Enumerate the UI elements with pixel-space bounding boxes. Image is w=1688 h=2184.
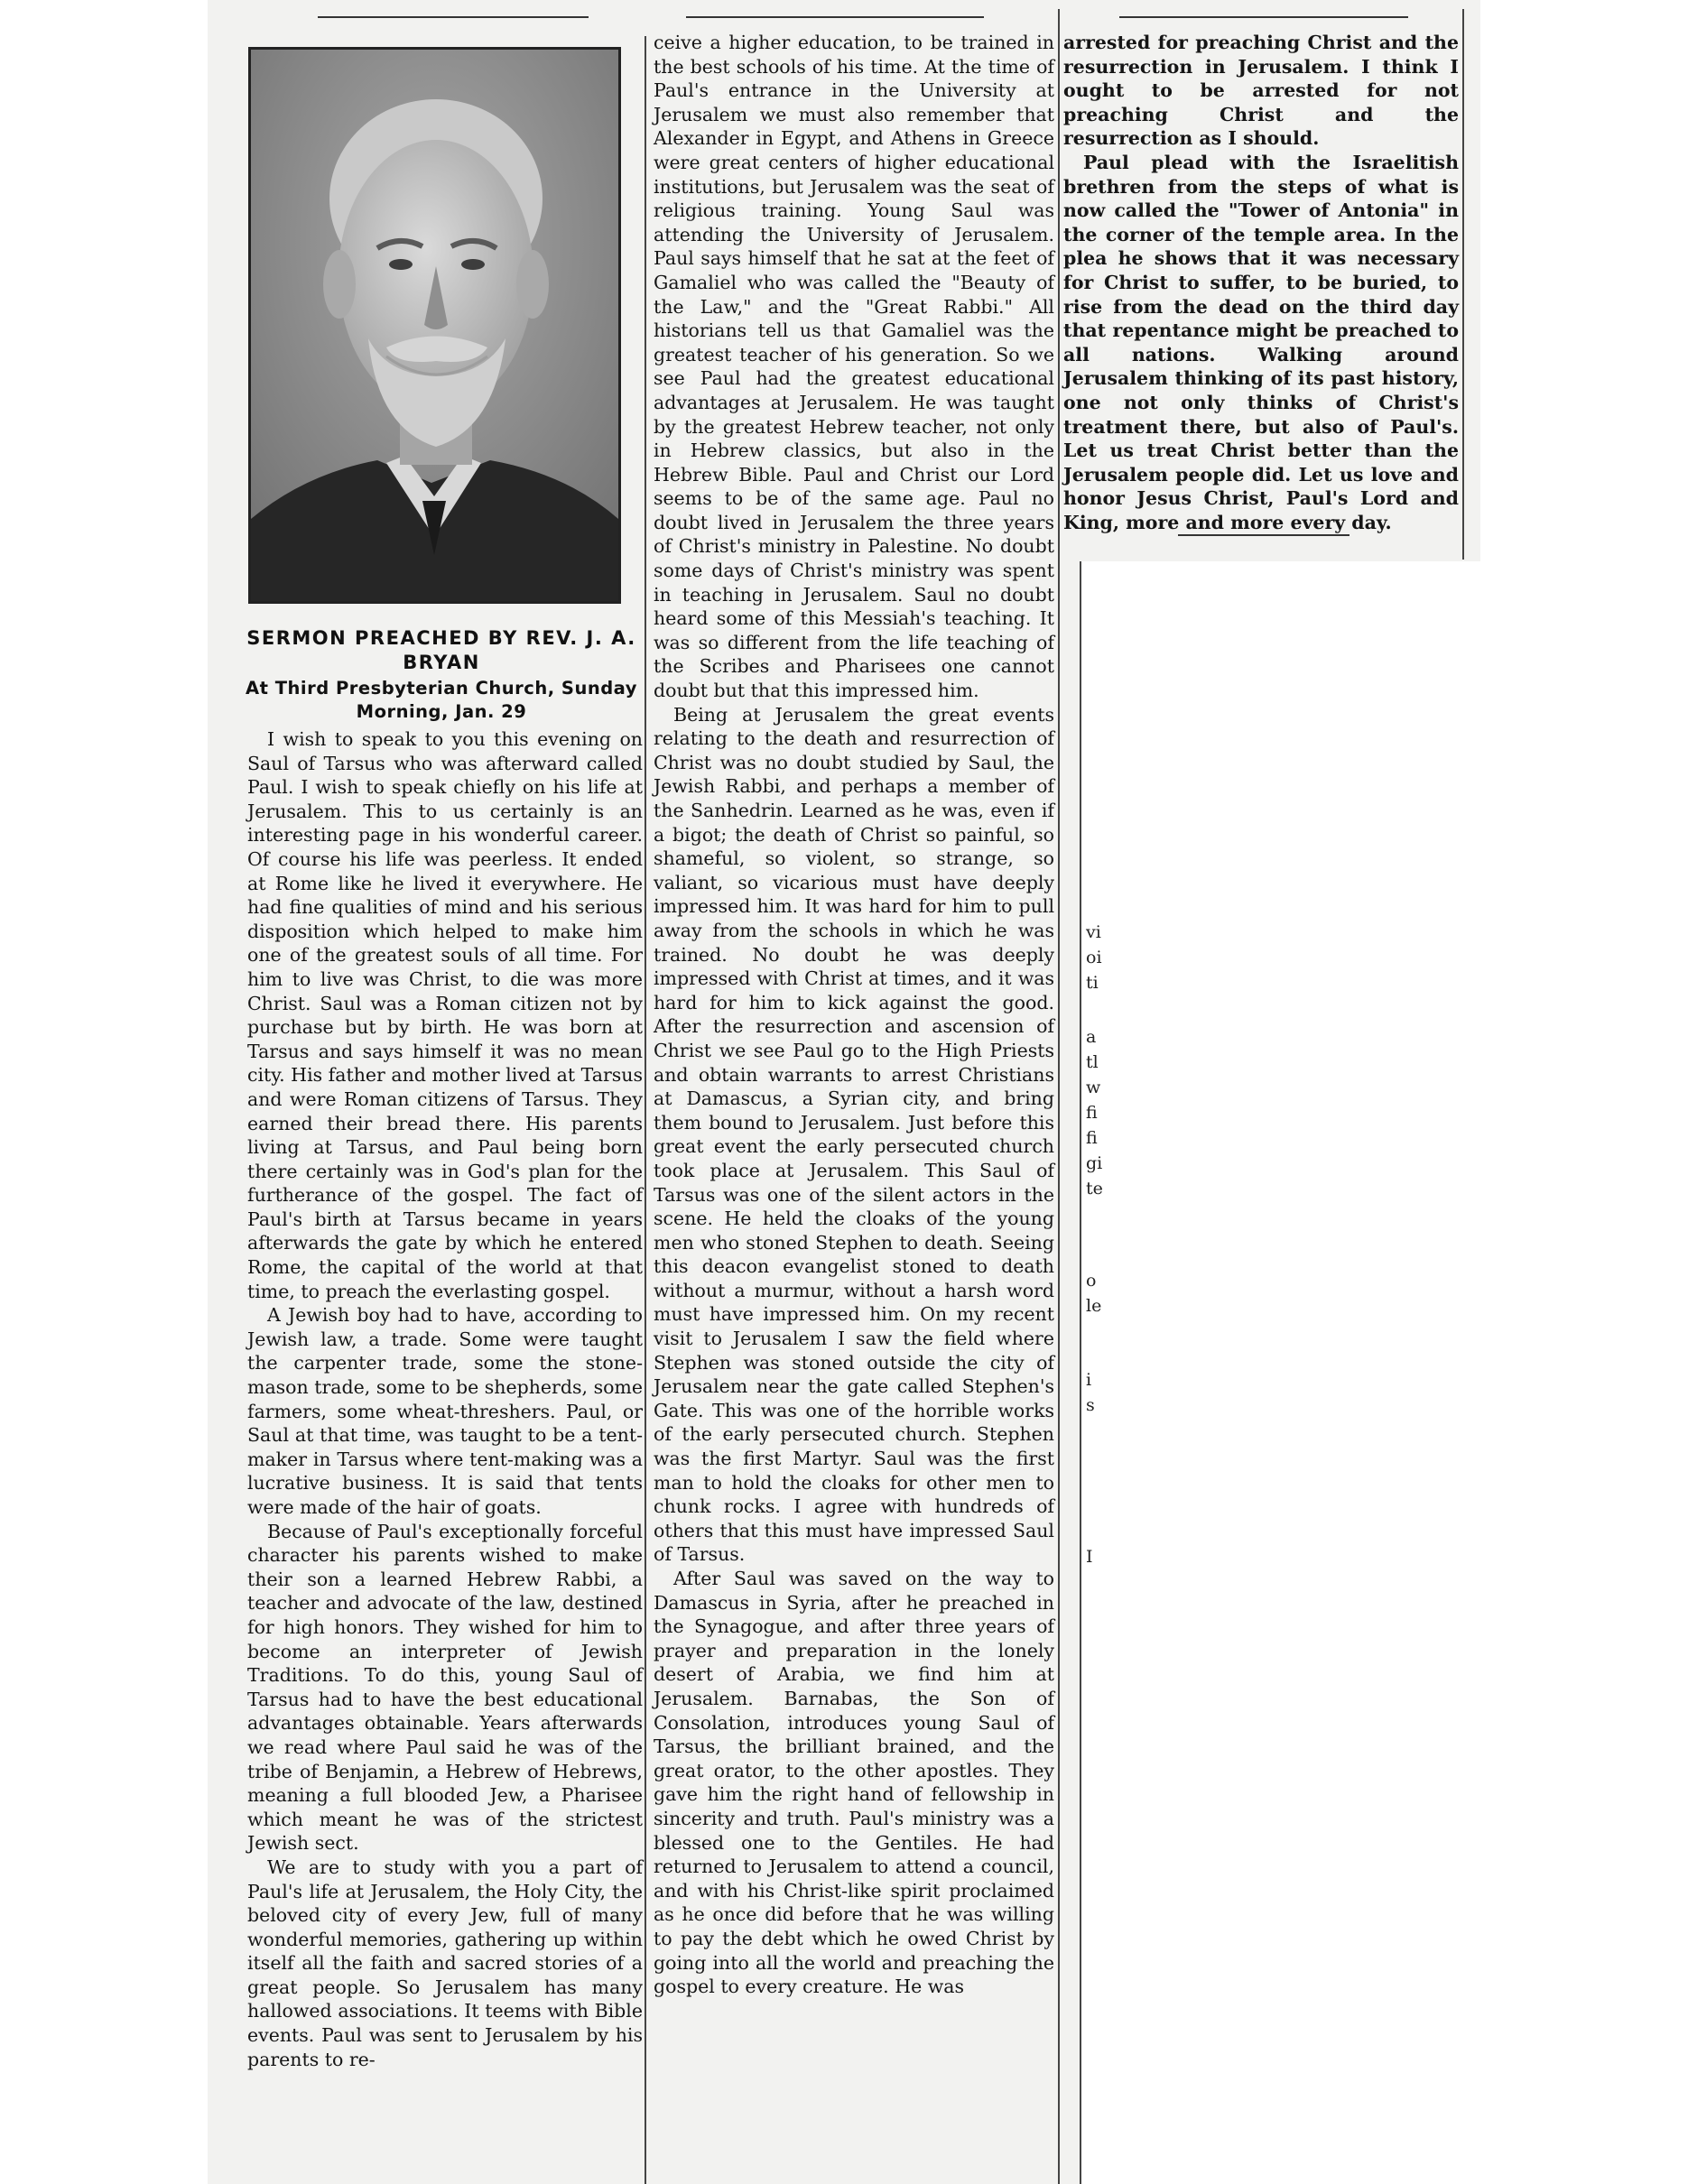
article-end-rule [1178, 534, 1349, 536]
col1-paragraph-2: A Jewish boy had to have, according to Jewish law, a trade. Some were taught the carpenter trade, some the stone-mason trade, some to be shepherds, some farmers, some wheat-threshers. Paul, or Saul at that time, was taught to be a tent-maker in Tarsus where tent-making was a lucrative business. It is said that tents were made of the hair of goats. [247, 1304, 643, 1518]
edge-fragment: gi [1086, 1153, 1103, 1173]
edge-fragment: te [1086, 1179, 1103, 1198]
col2-paragraph-3: After Saul was saved on the way to Damascus in Syria, after he preached in the Synagogue, and after three years of prayer and preparation in the lonely desert of Arabia, we find him at Jerusalem. Barnabas, the Son of Consolation, introduces young Saul of Tarsus, the brilliant brained, and the great orator, to the other apostles. They gave him the right hand of fellowship in sincerity and truth. Paul's ministry was a blessed one to the Gentiles. He had returned to Jerusalem to attend a council, and with his Christ-like spirit proclaimed as he once did before that he was willing to pay the debt which he owed Christ by going into all the world and preaching the gospel to every creature. He was [654, 1568, 1054, 1998]
column-rule-3 [1462, 9, 1464, 560]
edge-fragment: ti [1086, 973, 1099, 993]
col2-paragraph-1: ceive a higher education, to be trained in the best schools of his time. At the time of Paul's entrance in the University at Jerusalem we must also remember that Alexander in Egypt, and Athens in Greece were great centers of higher educational institutions, but Jerusalem was the seat of religious training. Young Saul was attending the University of Jerusalem. Paul says himself that he sat at the feet of Gamaliel who was called the "Beauty of the Law," and the "Great Rabbi." All historians tell us that Gamaliel was the greatest teacher of his generation. So we see Paul had the greatest educational advantages at Jerusalem. He was taught by the greatest Hebrew teacher, not only in Hebrew classics, but also in the Hebrew Bible. Paul and Christ our Lord seems to be of the same age. Paul no doubt lived in Jerusalem the three years of Christ's ministry in Palestine. No doubt some days of Christ's ministry was spent in teaching in Jerusalem. Saul no doubt heard some of this Messiah's teaching. It was so different from the life teaching of the Scribes and Pharisees one cannot doubt but that this impressed him. [654, 32, 1054, 702]
edge-fragment: le [1086, 1296, 1102, 1316]
edge-fragment: s [1086, 1395, 1095, 1415]
col2-paragraph-2: Being at Jerusalem the great events relating to the death and resurrection of Christ was no doubt studied by Saul, the Jewish Rabbi, and perhaps a member of the Sanhedrin. Learned as he was, even if a bigot; the death of Christ so painful, so shameful, so violent, so strange, so valiant, so vicarious must have deeply impressed him. It was hard for him to pull away from the schools in which he was trained. No doubt he was deeply impressed with Christ at times, and it was hard for him to kick against the good. After the resurrection and ascension of Christ we see Paul go to the High Priests and obtain warrants to arrest Christians at Damascus, a Syrian city, and bring them bound to Jerusalem. Just before this great event the early persecuted church took place at Jerusalem. This Saul of Tarsus was one of the silent actors in the scene. He held the cloaks of the young men who stoned Stephen to death. Seeing this deacon evangelist stoned to death without a murmur, without a harsh word must have impressed him. On my recent visit to Jerusalem I saw the field where Stephen was stoned outside the city of Jerusalem near the gate called Stephen's Gate. This was one of the horrible works of the early persecuted church. Stephen was the first Martyr. Saul was the first man to hold the cloaks for other men to chunk rocks. I agree with hundreds of others that this must have impressed Saul of Tarsus. [654, 703, 1054, 1566]
edge-fragment: fi [1086, 1128, 1098, 1148]
edge-fragment: fi [1086, 1103, 1098, 1123]
article-headline: SERMON PREACHED BY REV. J. A. BRYAN [246, 627, 636, 673]
article-column-2 [654, 31, 1054, 1999]
edge-fragment: a [1086, 1027, 1097, 1047]
column-rule-1 [645, 36, 646, 2184]
top-rule-mid [686, 16, 984, 18]
portrait-photo [248, 47, 621, 604]
top-rule-left [318, 16, 589, 18]
col1-paragraph-3: Because of Paul's exceptionally forceful character his parents wished to make their son a learned Hebrew Rabbi, a teacher and advocate of the law, destined for high honors. They wished for him to become an interpreter of Jewish Traditions. To do this, young Saul of Tarsus had to have the best educational advantages obtainable. Years afterwards we read where Paul said he was of the tribe of Benjamin, a Hebrew of Hebrews, meaning a full blooded Jew, a Pharisee which meant he was of the strictest Jewish sect. [247, 1520, 643, 1855]
top-rule-right [1119, 16, 1408, 18]
article-subhead: At Third Presbyterian Church, Sunday Morning, Jan. 29 [246, 678, 637, 722]
edge-fragment: oi [1086, 948, 1102, 967]
column-rule-2 [1058, 9, 1060, 2184]
edge-fragment: o [1086, 1271, 1097, 1291]
article-column-3 [1063, 31, 1459, 534]
col3-paragraph-2: Paul plead with the Israelitish brethren from the steps of what is now called the "Tower of Antonia" in the corner of the temple area. In the plea he shows that it was necessary for Christ to suffer, to be buried, to rise from the dead on the third day that repentance might be preached to all nations. Walking around Jerusalem thinking of its past history, one not only thinks of Christ's treatment there, but also of Paul's. Let us treat Christ better than the Jerusalem people did. Let us love and honor Jesus Christ, Paul's Lord and King, more and more every day. [1063, 151, 1459, 533]
column-rule-4 [1080, 561, 1081, 2184]
col3-paragraph-1: arrested for preaching Christ and the resurrection in Jerusalem. I think I ought to be arrested for not preaching Christ and the resurrection as I should. [1063, 32, 1459, 150]
edge-fragment: vi [1086, 922, 1101, 942]
edge-fragment: I [1086, 1547, 1093, 1567]
edge-fragment: i [1086, 1370, 1092, 1390]
article-column-1 [247, 727, 643, 2071]
edge-fragment: w [1086, 1078, 1101, 1097]
edge-fragment: tl [1086, 1052, 1099, 1072]
col1-paragraph-1: I wish to speak to you this evening on Saul of Tarsus who was afterward called Paul. I wish to speak chiefly on his life at Jerusalem. This to us certainly is an interesting page in his wonderful career. Of course his life was peerless. It ended at Rome like he lived it everywhere. He had fine qualities of mind and his serious disposition which helped to make him one of the greatest souls of all time. For him to live was Christ, to die was more Christ. Saul was a Roman citizen not by purchase but by birth. He was born at Tarsus and says himself it was no mean city. His father and mother lived at Tarsus and were Roman citizens of Tarsus. They earned their bread there. His parents living at Tarsus, and Paul being born there certainly was in God's plan for the furtherance of the gospel. The fact of Paul's birth at Tarsus became in years afterwards the gate by which he entered Rome, the capital of the world at that time, to preach the everlasting gospel. [247, 728, 643, 1302]
portrait-illustration [251, 50, 618, 601]
col1-paragraph-4: We are to study with you a part of Paul's life at Jerusalem, the Holy City, the beloved city of every Jew, full of many wonderful memories, gathering up within itself all the faith and sacred stories of a great people. So Jerusalem has many hallowed associations. It teems with Bible events. Paul was sent to Jerusalem by his parents to re- [247, 1855, 643, 2070]
